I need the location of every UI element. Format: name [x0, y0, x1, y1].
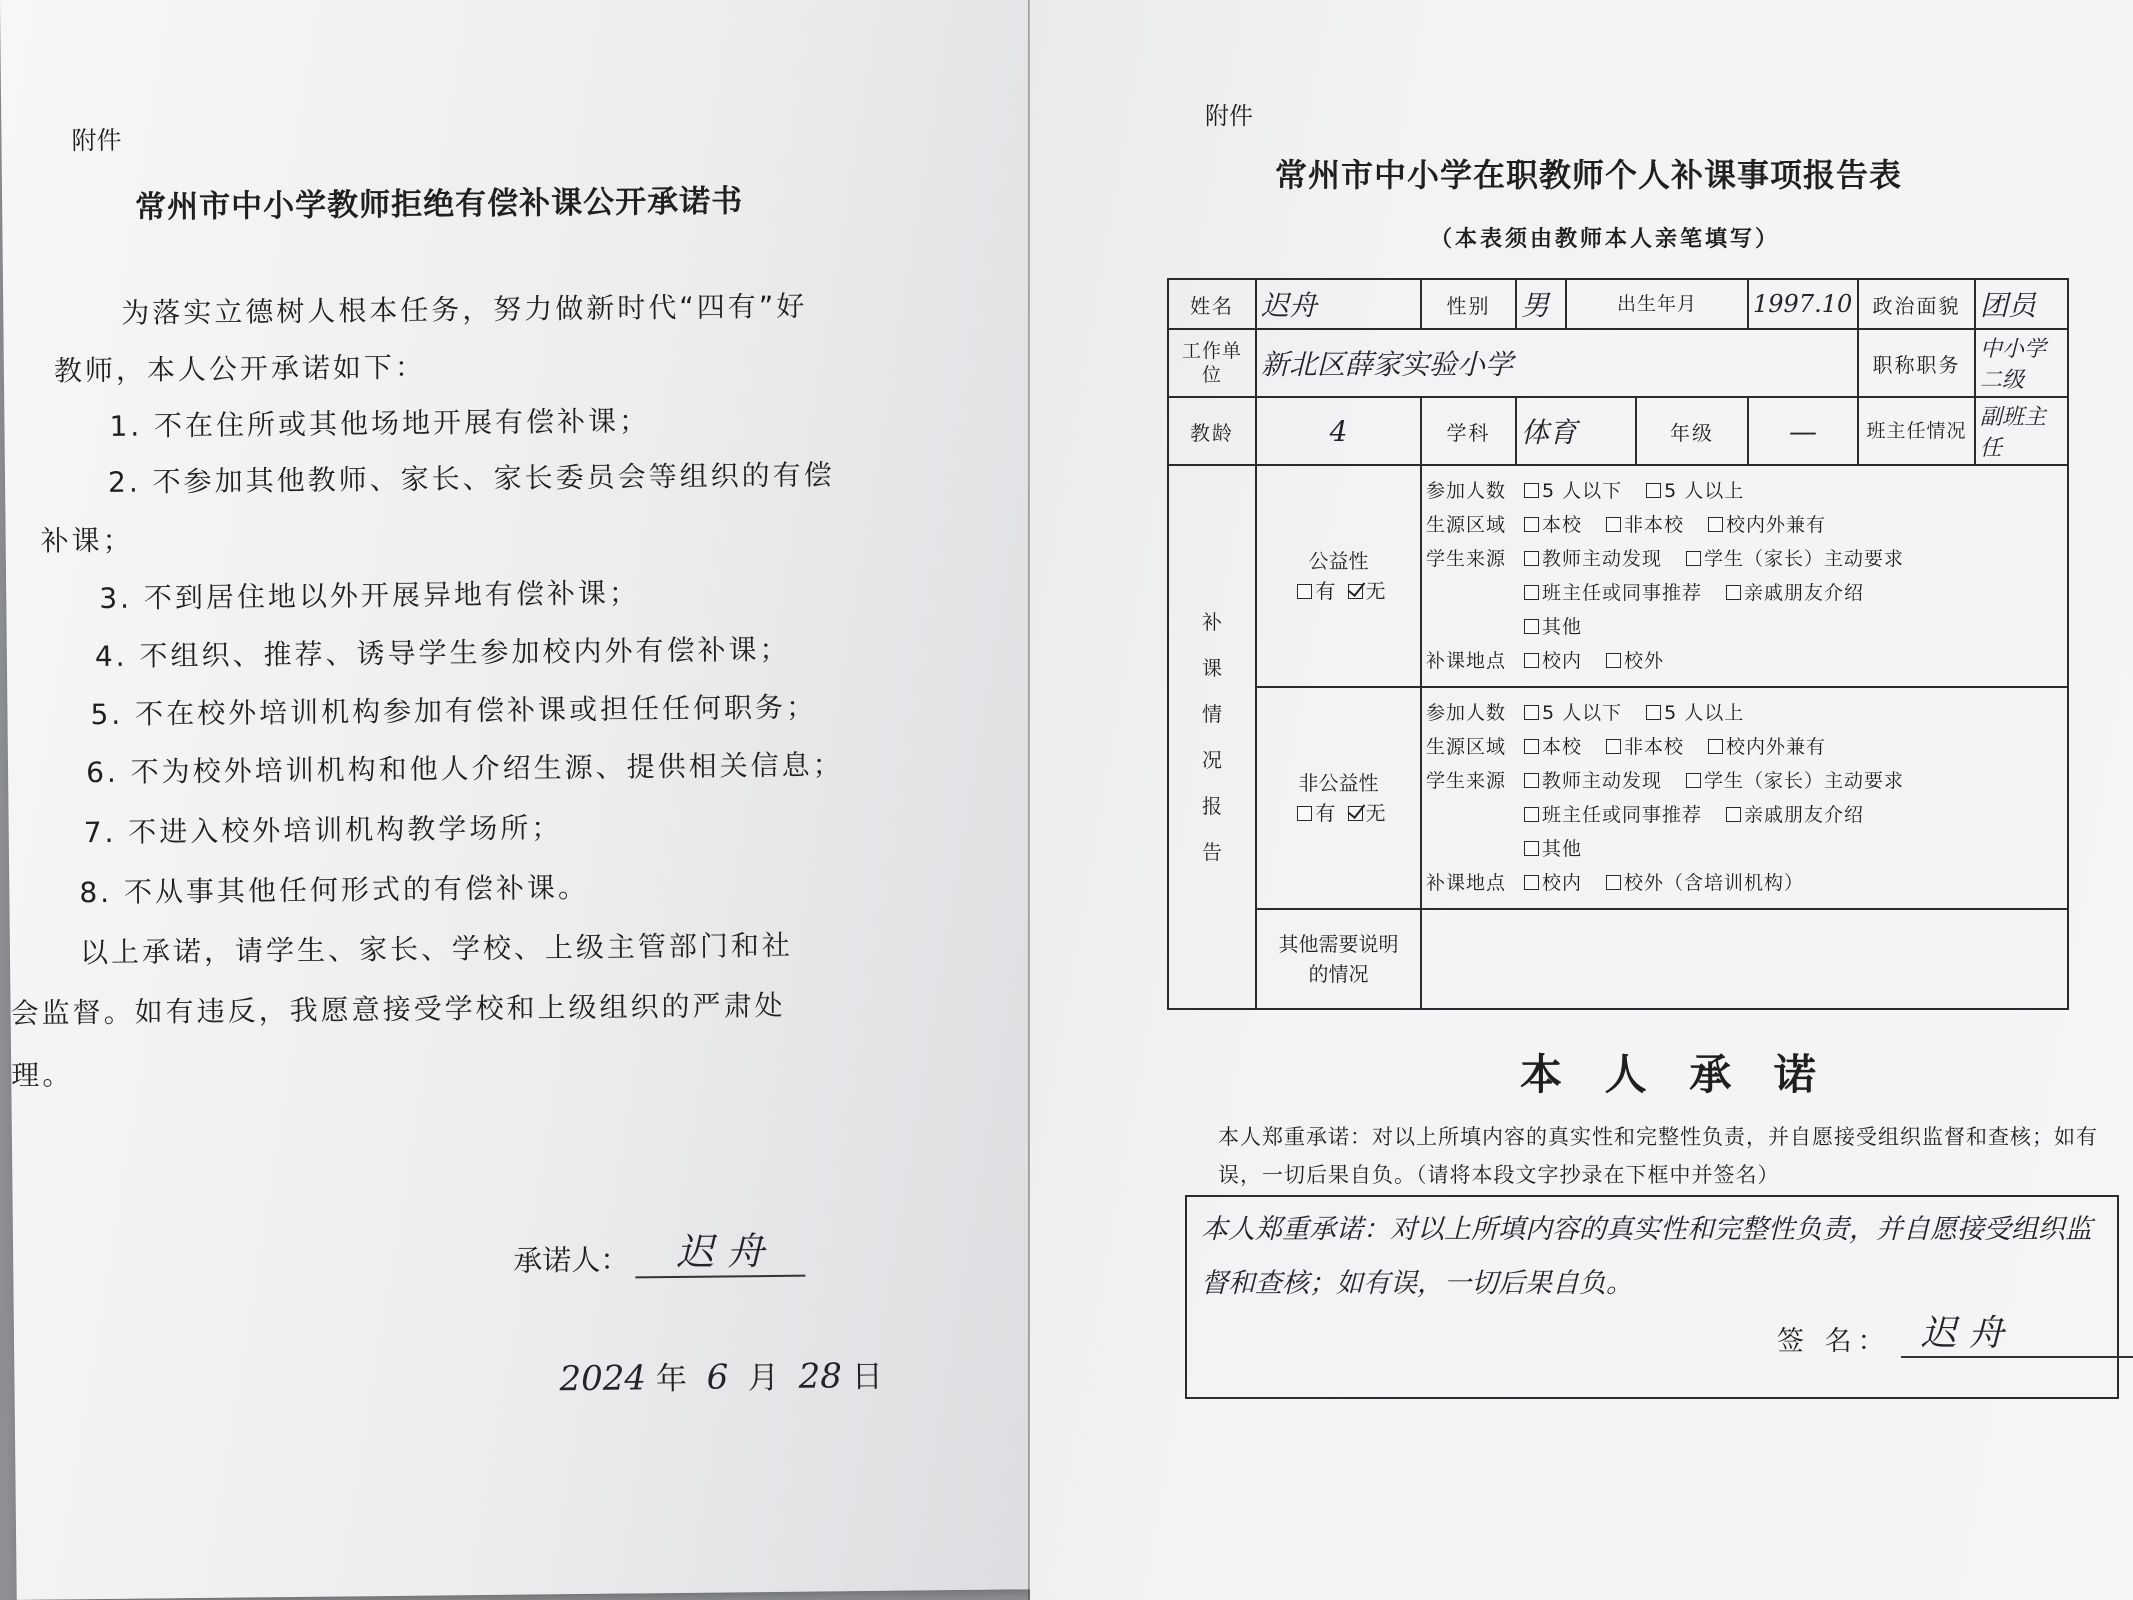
nonpublic-yes-checkbox[interactable] [1297, 806, 1312, 821]
commitment-item: 2. 不参加其他教师、家长、家长委员会等组织的有偿 [107, 458, 835, 499]
commitment-item: 7. 不进入校外培训机构教学场所； [83, 811, 563, 850]
head-teacher-label: 班主任情况 [1858, 397, 1975, 465]
teaching-years-label: 教龄 [1168, 397, 1256, 465]
gender-label: 性别 [1421, 279, 1516, 329]
option-checkbox[interactable] [1524, 739, 1539, 754]
job-title-value: 中小学二级 [1975, 329, 2068, 397]
option-checkbox[interactable] [1726, 585, 1741, 600]
commitment-item: 1. 不在住所或其他场地开展有偿补课； [109, 404, 651, 443]
commitment-item: 补课； [40, 523, 134, 558]
option-checkbox[interactable] [1524, 773, 1539, 788]
head-teacher-value: 副班主任 [1975, 397, 2068, 465]
option-checkbox[interactable] [1606, 517, 1621, 532]
option-checkbox[interactable] [1606, 739, 1621, 754]
public-yes-label: 有 [1315, 579, 1336, 603]
birth-value: 1997.10 [1748, 279, 1858, 329]
gender-value: 男 [1516, 279, 1566, 329]
date-day-unit: 日 [851, 1358, 883, 1396]
option-checkbox[interactable] [1524, 841, 1539, 856]
public-welfare-options: 参加人数 5 人以下 5 人以上 生源区域 本校 非本校 校内外兼有 学生来源 教师主动发现 学生（家长）主动要求 班主任或同事推荐 亲戚朋友介绍 其他 补课地点 校内 校外 [1421, 465, 2068, 687]
non-public-welfare-cell [1256, 687, 1421, 909]
date-year: 2024 [559, 1358, 647, 1400]
signature-label: 签 名： [1777, 1326, 1891, 1357]
signing-date [559, 1351, 883, 1399]
nonpublic-yes-label: 有 [1315, 801, 1336, 825]
birth-label: 出生年月 [1566, 279, 1748, 329]
commitment-item: 6. 不为校外培训机构和他人介绍生源、提供相关信息； [85, 748, 844, 790]
option-checkbox[interactable] [1524, 875, 1539, 890]
option-checkbox[interactable] [1524, 705, 1539, 720]
commitment-letter-page [0, 0, 1047, 1600]
politics-label: 政治面貌 [1858, 279, 1975, 329]
option-checkbox[interactable] [1524, 551, 1539, 566]
public-welfare-label: 公益性 [1308, 549, 1369, 573]
option-checkbox[interactable] [1524, 619, 1539, 634]
promise-heading: 本 人 承 诺 [1520, 1050, 1830, 1099]
signature-value: 迟 舟 [1901, 1305, 2133, 1358]
option-checkbox[interactable] [1524, 585, 1539, 600]
closing-line-3: 理。 [11, 1058, 74, 1092]
nonpublic-no-label: 无 [1365, 801, 1386, 825]
closing-line-1: 以上承诺，请学生、家长、学校、上级主管部门和社 [79, 928, 794, 970]
option-checkbox[interactable] [1646, 705, 1661, 720]
work-unit-value: 新北区薛家实验小学 [1256, 329, 1858, 397]
non-public-welfare-label: 非公益性 [1298, 771, 1379, 795]
date-month: 6 [706, 1357, 729, 1398]
public-yes-checkbox[interactable] [1297, 584, 1312, 599]
tutoring-report-section-label: 补 课 情 况 报 告 [1168, 465, 1256, 1009]
promise-instructions: 本人郑重承诺：对以上所填内容的真实性和完整性负责，并自愿接受组织监督和查核；如有误，一切后果自负。（请将本段文字抄录在下框中并签名） [1218, 1125, 2098, 1187]
attachment-label: 附件 [1205, 102, 1253, 130]
handwritten-promise: 本人郑重承诺：对以上所填内容的真实性和完整性负责，并自愿接受组织监督和查核；如有误，一切后果自负。 [1201, 1214, 2092, 1299]
other-notes-value[interactable] [1421, 909, 2068, 1009]
date-year-unit: 年 [655, 1360, 688, 1398]
option-checkbox[interactable] [1686, 551, 1701, 566]
date-day: 28 [798, 1356, 843, 1397]
form-title: 常州市中小学在职教师个人补课事项报告表 [1275, 156, 1903, 194]
option-checkbox[interactable] [1726, 807, 1741, 822]
nonpublic-no-checkbox[interactable] [1348, 806, 1363, 821]
intro-line-2: 教师，本人公开承诺如下： [53, 350, 427, 388]
attachment-label: 附件 [71, 125, 122, 156]
option-checkbox[interactable] [1606, 653, 1621, 668]
option-checkbox[interactable] [1524, 483, 1539, 498]
tutoring-report-table [1167, 278, 2069, 1010]
subject-value: 体育 [1516, 397, 1636, 465]
commitment-item: 5. 不在校外培训机构参加有偿补课或担任任何职务； [90, 690, 818, 732]
other-notes-label: 其他需要说明的情况 [1256, 909, 1421, 1009]
public-no-checkbox[interactable] [1348, 584, 1363, 599]
commitment-item: 4. 不组织、推荐、诱导学生参加校内外有偿补课； [94, 632, 791, 674]
job-title-label: 职称职务 [1858, 329, 1975, 397]
name-value: 迟舟 [1256, 279, 1421, 329]
option-checkbox[interactable] [1524, 653, 1539, 668]
option-checkbox[interactable] [1524, 517, 1539, 532]
handwritten-copy-box[interactable] [1185, 1195, 2119, 1399]
date-month-unit: 月 [747, 1359, 780, 1397]
public-no-label: 无 [1365, 579, 1386, 603]
public-welfare-cell [1256, 465, 1421, 687]
commitment-item: 8. 不从事其他任何形式的有偿补课。 [79, 870, 590, 910]
closing-line-2: 会监督。如有违反，我愿意接受学校和上级组织的严肃处 [10, 988, 786, 1030]
name-label: 姓名 [1168, 279, 1256, 329]
subject-label: 学科 [1421, 397, 1516, 465]
letter-title: 常州市中小学教师拒绝有偿补课公开承诺书 [134, 183, 744, 226]
form-subtitle: （本表须由教师本人亲笔填写） [1430, 227, 1781, 252]
option-checkbox[interactable] [1606, 875, 1621, 890]
option-checkbox[interactable] [1646, 483, 1661, 498]
non-public-welfare-options: 参加人数 5 人以下 5 人以上 生源区域 本校 非本校 校内外兼有 学生来源 教师主动发现 学生（家长）主动要求 班主任或同事推荐 亲戚朋友介绍 其他 补课地点 校内 校外（含培训机构） [1421, 687, 2068, 909]
option-checkbox[interactable] [1708, 739, 1723, 754]
commitment-item: 3. 不到居住地以外开展异地有偿补课； [99, 576, 641, 615]
option-checkbox[interactable] [1524, 807, 1539, 822]
signature-line [1777, 1305, 2133, 1358]
intro-line-1: 为落实立德树人根本任务，努力做新时代“四有”好 [121, 289, 808, 330]
option-checkbox[interactable] [1708, 517, 1723, 532]
grade-label: 年级 [1636, 397, 1748, 465]
signer-label: 承诺人： [513, 1242, 630, 1278]
politics-value: 团员 [1975, 279, 2068, 329]
signer-signature: 迟 舟 [635, 1220, 806, 1279]
teaching-years-value: 4 [1256, 397, 1421, 465]
work-unit-label: 工作单位 [1168, 329, 1256, 397]
grade-value: — [1748, 397, 1858, 465]
signer-line [513, 1220, 806, 1280]
option-checkbox[interactable] [1686, 773, 1701, 788]
report-form-page [1030, 0, 2133, 1600]
